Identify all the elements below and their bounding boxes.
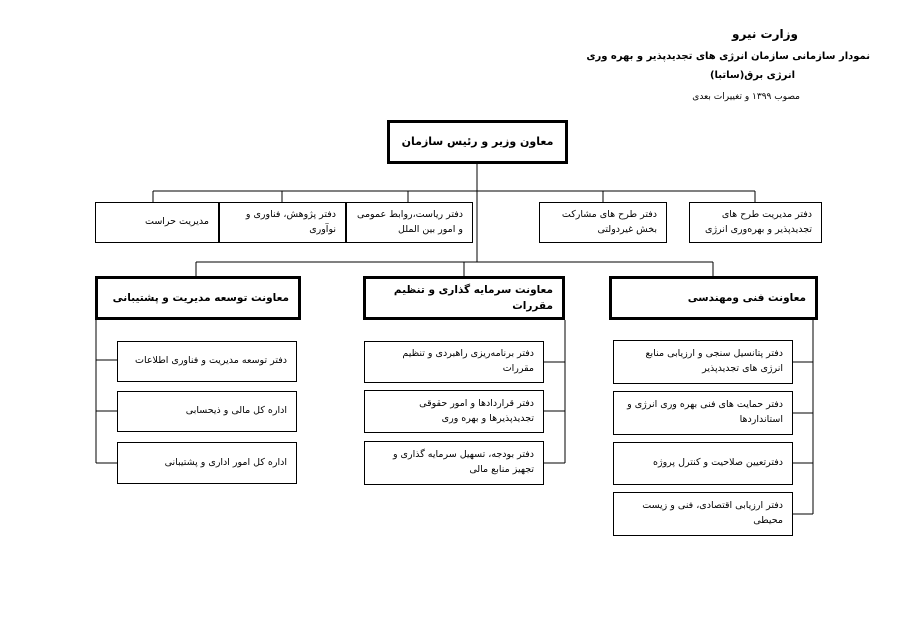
unit-box [117, 341, 297, 382]
unit-box [613, 442, 793, 485]
head-box [387, 120, 568, 164]
unit-label: اداره کل امور اداری و پشتیبانی [164, 456, 287, 468]
staff-label: مدیریت حراست [145, 216, 209, 228]
ministry-title: وزارت نیرو [732, 27, 798, 41]
unit-label: دفتر حمایت های فنی بهره وری انرژی و استانداردها [627, 399, 783, 425]
staff-label: دفتر ریاست،روابط عمومی و امور بین الملل [357, 208, 463, 235]
unit-label: اداره کل مالی و ذیحسابی [185, 405, 287, 417]
unit-label: دفتر برنامه‌ریزی راهبردی و تنظیم مقررات [402, 348, 534, 374]
deputy-title: معاونت فنی ومهندسی [687, 291, 806, 304]
unit-box [364, 341, 544, 383]
staff-box [219, 202, 346, 243]
unit-box [364, 441, 544, 485]
unit-label: دفتر پتانسیل سنجی و ارزیابی منابع انرژی های تجدیدپذیر [645, 348, 783, 374]
chart-title: نمودار سازمانی سازمان انرژی های تجدیدپذیر و بهره وری [586, 51, 870, 62]
deputy-box [363, 276, 565, 320]
staff-box [346, 202, 473, 243]
staff-label: دفتر پژوهش، فناوری و نوآوری [245, 208, 336, 235]
deputy-title: معاونت توسعه مدیریت و پشتیبانی [112, 291, 289, 304]
organization-name: انرژی برق(ساتبا) [709, 70, 795, 81]
approval-note: مصوب ۱۳۹۹ و تغییرات بعدی [692, 92, 800, 102]
unit-box [364, 390, 544, 433]
unit-box [117, 391, 297, 432]
deputy-box [609, 276, 818, 320]
staff-label: دفتر مدیریت طرح های تجدیدپذیر و بهره‌وری انرژی [705, 208, 812, 235]
deputy-title: معاونت سرمایه گذاری و تنظیم مقررات [393, 283, 553, 312]
head-label: معاون وزیر و رئیس سازمان [401, 135, 554, 149]
unit-label: دفتر توسعه مدیریت و فناوری اطلاعات [135, 355, 287, 367]
unit-box [613, 391, 793, 435]
staff-label: دفتر طرح های مشارکت بخش غیردولتی [561, 208, 657, 235]
unit-box [117, 442, 297, 484]
staff-box [539, 202, 667, 243]
unit-label: دفترتعیین صلاحیت و کنترل پروژه [653, 457, 783, 469]
unit-label: دفتر بودجه، تسهیل سرمایه گذاری و تجهیز منابع مالی [392, 449, 534, 475]
staff-box [689, 202, 822, 243]
unit-box [613, 492, 793, 536]
staff-box [95, 202, 219, 243]
unit-box [613, 340, 793, 384]
unit-label: دفتر ارزیابی اقتصادی، فنی و زیست محیطی [642, 500, 783, 526]
unit-label: دفتر قراردادها و امور حقوقی تجدیدپذیرها و بهره وری [419, 397, 534, 424]
deputy-box [95, 276, 301, 320]
